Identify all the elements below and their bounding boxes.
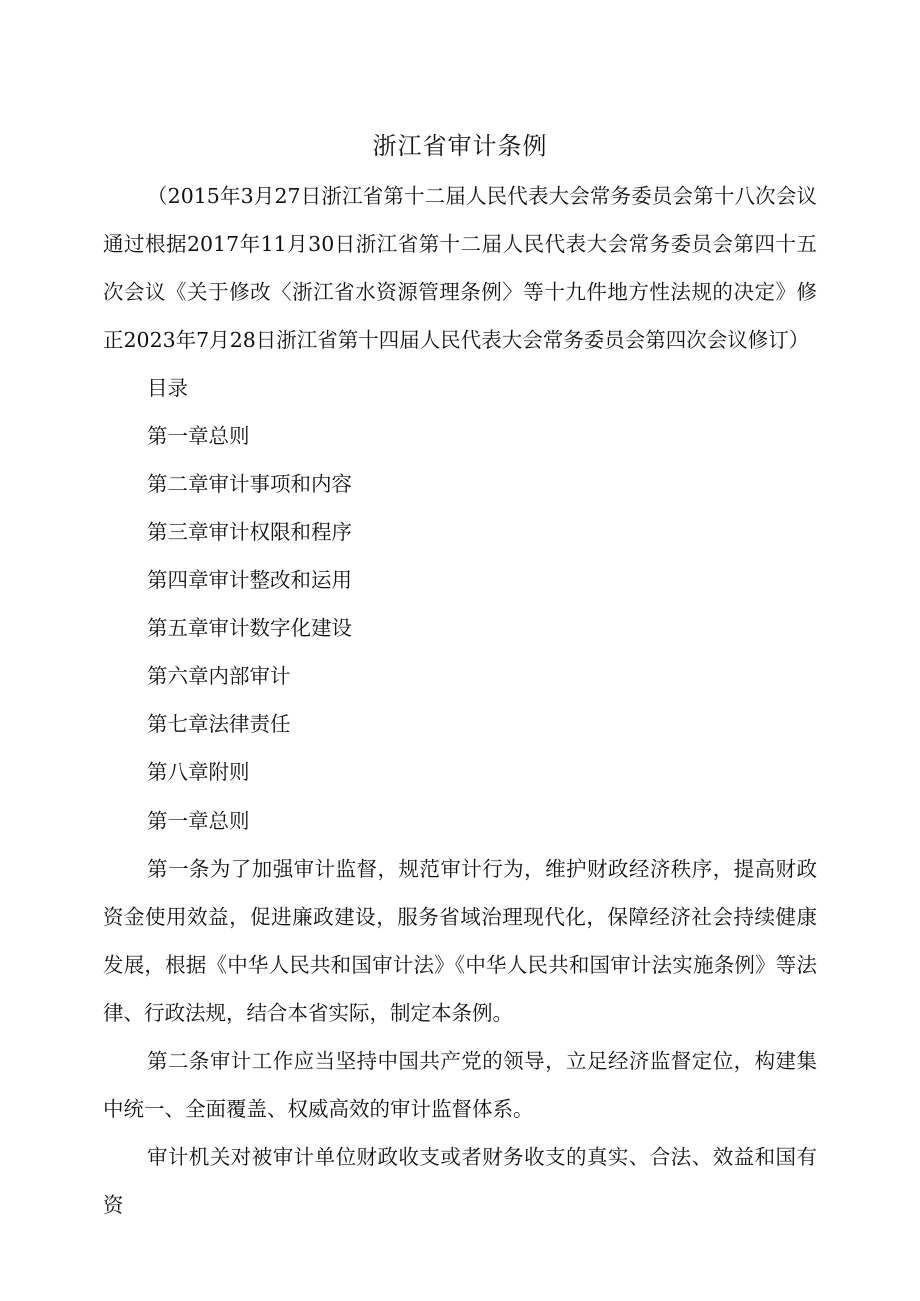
toc-item-chapter-1: 第一章总则 [147,424,250,448]
chapter-heading: 第一章总则 [147,809,250,833]
toc-item-chapter-5: 第五章审计数字化建设 [147,616,352,640]
article-paragraph: 第二条审计工作应当坚持中国共产党的领导，立足经济监督定位，构建集中统一、全面覆盖、权威高效的审计监督体系。 [103,1049,817,1121]
toc-item-chapter-4: 第四章审计整改和运用 [147,568,352,592]
toc-item-chapter-3: 第三章审计权限和程序 [147,520,352,544]
article-paragraph: 第一条为了加强审计监督，规范审计行为，维护财政经济秩序，提高财政资金使用效益，促进廉政建设，服务省域治理现代化，保障经济社会持续健康发展，根据《中华人民共和国审计法》《中华人民共和国审计法实施条例》等法律、行政法规，结合本省实际，制定本条例。 [103,857,817,1025]
article-paragraph: 审计机关对被审计单位财政收支或者财务收支的真实、合法、效益和国有资 [103,1145,817,1217]
toc-item-chapter-7: 第七章法律责任 [147,712,291,736]
toc-item-chapter-6: 第六章内部审计 [147,664,291,688]
toc-item-chapter-8: 第八章附则 [147,760,250,784]
toc-heading: 目录 [147,376,188,400]
toc-item-chapter-2: 第二章审计事项和内容 [147,472,352,496]
preamble-paragraph: （2015年3月27日浙江省第十二届人民代表大会常务委员会第十八次会议通过根据2017年11月30日浙江省第十二届人民代表大会常务委员会第四十五次会议《关于修改〈浙江省水资源管理条例〉等十九件地方性法规的决定》修正2023年7月28日浙江省第十四届人民代表大会常务委员会第四次会议修订） [103,184,817,352]
document-title: 浙江省审计条例 [372,132,548,160]
